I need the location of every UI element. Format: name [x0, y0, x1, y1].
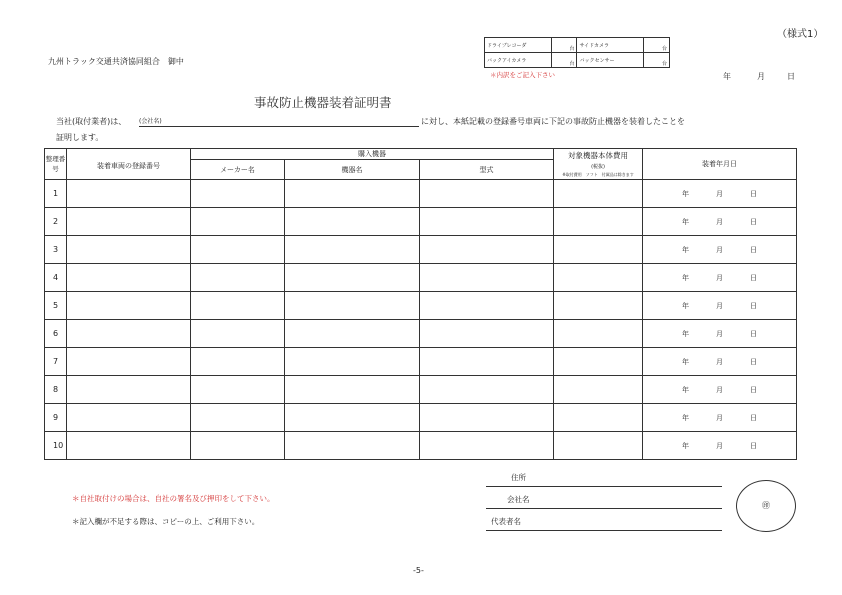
device-cell[interactable] [285, 432, 420, 460]
date-day: 日 [750, 273, 758, 282]
device-count-field[interactable]: 台 [644, 53, 670, 68]
device-label: バックセンサー [577, 53, 644, 68]
header-model: 型式 [420, 160, 554, 180]
date-day: 日 [750, 301, 758, 310]
table-row [45, 404, 797, 432]
maker-cell[interactable] [191, 236, 285, 264]
date-month: 月 [716, 217, 724, 226]
header-registration: 装着車両の登録番号 [67, 149, 191, 180]
company-label: 会社名 [507, 495, 530, 504]
table-row [45, 292, 797, 320]
cost-cell[interactable] [554, 320, 643, 348]
install-date-cell[interactable] [643, 348, 797, 376]
table-row [45, 348, 797, 376]
address-field[interactable] [486, 486, 722, 487]
date-year: 年 [682, 441, 690, 450]
date-year: 年 [682, 329, 690, 338]
registration-cell[interactable] [67, 404, 191, 432]
row-number: 9 [45, 404, 67, 432]
registration-cell[interactable] [67, 292, 191, 320]
maker-cell[interactable] [191, 348, 285, 376]
date-year: 年 [723, 72, 731, 81]
declaration-text: 当社(取付業者)は、 [56, 117, 127, 126]
company-name-hint: (会社名) [139, 118, 162, 125]
install-date-cell[interactable] [643, 236, 797, 264]
device-cell[interactable] [285, 404, 420, 432]
issue-date[interactable] [723, 71, 795, 82]
date-day: 日 [750, 413, 758, 422]
document-title: 事故防止機器装着証明書 [254, 95, 392, 110]
date-day: 日 [750, 385, 758, 394]
device-count-box [484, 37, 670, 68]
copy-note: ＊記入欄が不足する際は、コピーの上、ご利用下さい。 [72, 517, 260, 526]
header-cost-title: 対象機器本体費用 [568, 151, 629, 160]
date-day: 日 [750, 217, 758, 226]
install-date-cell[interactable] [643, 292, 797, 320]
device-label: バックアイカメラ [485, 53, 552, 68]
date-day: 日 [750, 441, 758, 450]
row-number: 1 [45, 180, 67, 208]
date-day: 日 [750, 189, 758, 198]
maker-cell[interactable] [191, 264, 285, 292]
device-cell[interactable] [285, 236, 420, 264]
date-year: 年 [682, 357, 690, 366]
date-day: 日 [787, 72, 795, 81]
registration-cell[interactable] [67, 208, 191, 236]
device-count-field[interactable]: 台 [551, 53, 577, 68]
date-month: 月 [716, 189, 724, 198]
device-label: サイドカメラ [577, 38, 644, 53]
date-month: 月 [716, 441, 724, 450]
address-label: 住所 [511, 473, 526, 482]
cost-cell[interactable] [554, 180, 643, 208]
date-year: 年 [682, 413, 690, 422]
row-number: 10 [45, 432, 67, 460]
cost-cell[interactable] [554, 404, 643, 432]
date-month: 月 [716, 329, 724, 338]
representative-label: 代表者名 [491, 517, 521, 526]
page-number: -5- [413, 566, 424, 575]
date-year: 年 [682, 273, 690, 282]
date-month: 月 [716, 245, 724, 254]
row-number: 5 [45, 292, 67, 320]
date-year: 年 [682, 385, 690, 394]
date-year: 年 [682, 217, 690, 226]
model-cell[interactable] [420, 292, 554, 320]
table-row [45, 264, 797, 292]
table-row [45, 236, 797, 264]
install-date-cell[interactable] [643, 376, 797, 404]
table-row [45, 376, 797, 404]
registration-cell[interactable] [67, 432, 191, 460]
registration-cell[interactable] [67, 264, 191, 292]
cost-cell[interactable] [554, 348, 643, 376]
header-purchased-devices: 購入機器 [191, 149, 554, 160]
install-date-cell[interactable] [643, 432, 797, 460]
row-number: 6 [45, 320, 67, 348]
model-cell[interactable] [420, 180, 554, 208]
model-cell[interactable] [420, 348, 554, 376]
header-cost-note: ※取付費用 ソフト 付属品は除きます [562, 172, 634, 177]
date-year: 年 [682, 189, 690, 198]
company-name-field[interactable] [139, 126, 419, 127]
cost-cell[interactable] [554, 292, 643, 320]
model-cell[interactable] [420, 404, 554, 432]
installation-table [44, 148, 797, 460]
date-year: 年 [682, 245, 690, 254]
header-install-date: 装着年月日 [643, 149, 797, 180]
device-count-field[interactable]: 台 [551, 38, 577, 53]
declaration-text: 証明します。 [56, 133, 104, 142]
install-date-cell[interactable] [643, 180, 797, 208]
maker-cell[interactable] [191, 292, 285, 320]
date-month: 月 [716, 273, 724, 282]
cost-cell[interactable] [554, 208, 643, 236]
device-cell[interactable] [285, 292, 420, 320]
table-row [45, 180, 797, 208]
date-day: 日 [750, 245, 758, 254]
install-date-cell[interactable] [643, 320, 797, 348]
cost-cell[interactable] [554, 236, 643, 264]
device-count-field[interactable]: 台 [644, 38, 670, 53]
device-cell[interactable] [285, 348, 420, 376]
cost-cell[interactable] [554, 264, 643, 292]
row-number: 8 [45, 376, 67, 404]
cost-cell[interactable] [554, 432, 643, 460]
header-no: 整理番号 [45, 149, 67, 180]
device-cell[interactable] [285, 180, 420, 208]
install-date-cell[interactable] [643, 404, 797, 432]
header-device: 機器名 [285, 160, 420, 180]
model-cell[interactable] [420, 208, 554, 236]
install-date-cell[interactable] [643, 264, 797, 292]
seal-circle[interactable] [736, 480, 796, 532]
declaration-text: に対し、本紙記載の登録番号車両に下記の事故防止機器を装着したことを [421, 117, 685, 126]
table-row [45, 320, 797, 348]
header-maker: メーカー名 [191, 160, 285, 180]
header-cost-tax: (税抜) [591, 164, 605, 170]
device-cell[interactable] [285, 320, 420, 348]
date-day: 日 [750, 329, 758, 338]
row-number: 3 [45, 236, 67, 264]
row-number: 7 [45, 348, 67, 376]
seal-mark: ㊞ [762, 501, 770, 510]
install-date-cell[interactable] [643, 208, 797, 236]
date-month: 月 [716, 385, 724, 394]
model-cell[interactable] [420, 432, 554, 460]
maker-cell[interactable] [191, 180, 285, 208]
registration-cell[interactable] [67, 320, 191, 348]
date-month: 月 [716, 301, 724, 310]
maker-cell[interactable] [191, 432, 285, 460]
company-field[interactable] [486, 508, 722, 509]
maker-cell[interactable] [191, 208, 285, 236]
date-year: 年 [682, 301, 690, 310]
self-install-note: ＊自社取付けの場合は、自社の署名及び押印をして下さい。 [72, 494, 275, 503]
header-cost [554, 149, 643, 180]
model-cell[interactable] [420, 320, 554, 348]
model-cell[interactable] [420, 376, 554, 404]
device-cell[interactable] [285, 208, 420, 236]
table-row [45, 208, 797, 236]
form-number: （様式1） [777, 29, 824, 40]
registration-cell[interactable] [67, 180, 191, 208]
table-row [45, 432, 797, 460]
breakdown-note: ＊内訳をご記入下さい [490, 71, 555, 79]
registration-cell[interactable] [67, 348, 191, 376]
device-cell[interactable] [285, 264, 420, 292]
cost-cell[interactable] [554, 376, 643, 404]
maker-cell[interactable] [191, 376, 285, 404]
maker-cell[interactable] [191, 320, 285, 348]
model-cell[interactable] [420, 236, 554, 264]
registration-cell[interactable] [67, 236, 191, 264]
device-cell[interactable] [285, 376, 420, 404]
date-month: 月 [757, 72, 765, 81]
recipient: 九州トラック交通共済協同組合 御中 [48, 57, 184, 66]
date-month: 月 [716, 357, 724, 366]
model-cell[interactable] [420, 264, 554, 292]
device-label: ドライブレコーダ [485, 38, 552, 53]
maker-cell[interactable] [191, 404, 285, 432]
row-number: 2 [45, 208, 67, 236]
date-day: 日 [750, 357, 758, 366]
row-number: 4 [45, 264, 67, 292]
date-month: 月 [716, 413, 724, 422]
registration-cell[interactable] [67, 376, 191, 404]
representative-field[interactable] [486, 530, 722, 531]
